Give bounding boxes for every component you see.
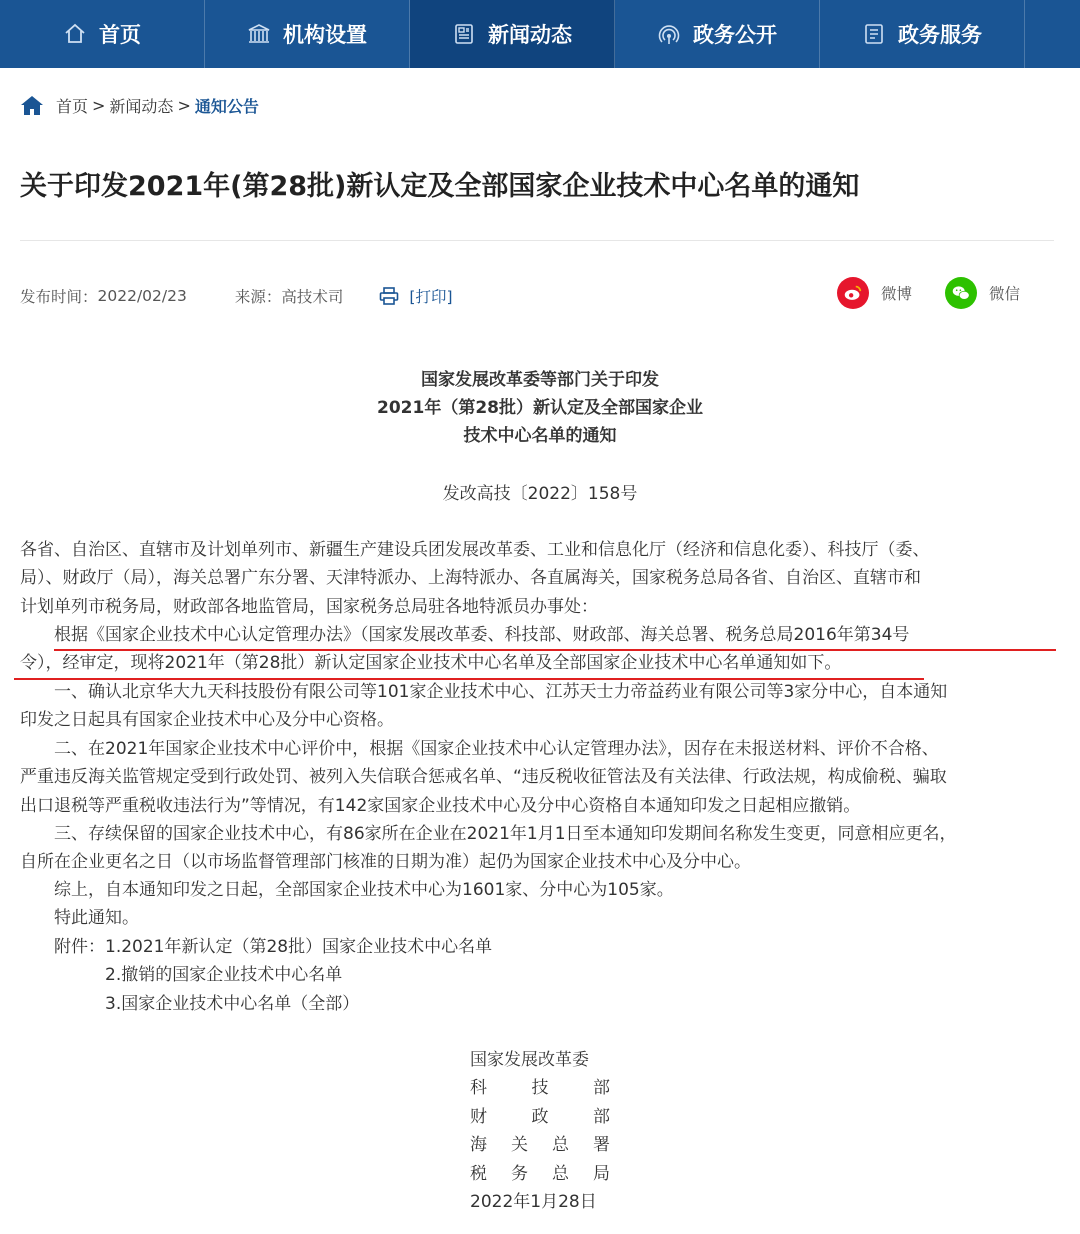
signature-org [470, 1131, 610, 1159]
signature-org [470, 1160, 610, 1188]
breadcrumb-separator: > [92, 95, 106, 115]
signature-char: 政 [531, 1106, 549, 1127]
paragraph-summary-attachments [20, 876, 1056, 1018]
source-value: 高技术司 [281, 288, 344, 306]
printer-icon [379, 287, 399, 305]
signature-char: 局 [593, 1163, 610, 1184]
text-line: 局）、财政厅（局），海关总署广东分署、天津特派办、上海特派办、各直属海关，国家税务总局各省、自治区、直辖市和 [20, 568, 921, 589]
text-line: 严重违反海关监管规定受到行政处罚、被列入失信联合惩戒名单、“违反税收征管法及有关法律、行政法规，构成偷税、骗取 [20, 767, 947, 788]
nav-item-organization[interactable] [205, 0, 410, 68]
signature-char: 财 [470, 1106, 487, 1127]
signature-char: 部 [593, 1106, 610, 1127]
signature-org [470, 1103, 610, 1131]
news-icon [452, 22, 476, 46]
text-line: 三、存续保留的国家企业技术中心，有86家所在企业在2021年1月1日至本通知印发期间名称发生变更，同意相应更名， [20, 824, 957, 844]
signature-char: 关 [511, 1135, 528, 1156]
nav-item-label: 政务公开 [693, 23, 777, 47]
source-label: 来源： [234, 288, 282, 306]
signature-char: 科 [470, 1078, 487, 1099]
breadcrumb-news[interactable]: 新闻动态 [109, 96, 174, 116]
doc-title-line-2: 2021年（第28批）新认定及全部国家企业 [377, 398, 703, 418]
document-icon [862, 22, 886, 46]
signature-char: 务 [511, 1163, 528, 1184]
signature-block [470, 1046, 610, 1216]
wechat-icon [945, 277, 977, 309]
text-line: 根据《国家企业技术中心认定管理办法》（国家发展改革委、科技部、财政部、海关总署、税务总局2016年第34号 [20, 625, 910, 645]
signature-char: 技 [531, 1078, 549, 1099]
doc-title-line-3: 技术中心名单的通知 [463, 426, 617, 446]
paragraph-item-1 [20, 678, 1056, 735]
nav-item-label: 首页 [99, 23, 141, 47]
title-divider [20, 240, 1054, 241]
signature-char: 署 [593, 1135, 610, 1156]
doc-title-line-1: 国家发展改革委等部门关于印发 [421, 370, 659, 390]
nav-item-label: 政务服务 [898, 23, 982, 47]
signature-org [470, 1074, 610, 1102]
nav-item-home[interactable] [0, 0, 205, 68]
text-line: 特此通知。 [20, 908, 139, 929]
text-line: 二、在2021年国家企业技术中心评价中，根据《国家企业技术中心认定管理办法》，因存在未报送材料、评价不合格、 [20, 739, 939, 759]
share-weibo-button[interactable] [837, 276, 912, 310]
signature-char: 总 [552, 1135, 569, 1156]
text-line: 印发之日起具有国家企业技术中心及分中心资格。 [20, 710, 394, 731]
signature-char: 总 [552, 1163, 569, 1184]
addressee-paragraph [20, 536, 1056, 621]
breadcrumb [20, 92, 259, 118]
page-title: 关于印发2021年(第28批)新认定及全部国家企业技术中心名单的通知 [20, 171, 860, 202]
share-weixin-label: 微信 [989, 285, 1021, 303]
attachment-link[interactable]: 3.国家企业技术中心名单（全部） [20, 993, 360, 1014]
top-nav [0, 0, 1080, 68]
signature-char: 税 [470, 1163, 487, 1184]
nav-spacer [1025, 0, 1080, 68]
share-weixin-button[interactable] [945, 276, 1020, 310]
signature-org-name: 国家发展改革委 [470, 1050, 589, 1070]
article-meta [20, 284, 453, 308]
highlight-underline [54, 649, 1056, 651]
breadcrumb-current[interactable]: 通知公告 [194, 96, 259, 116]
text-line: 各省、自治区、直辖市及计划单列市、新疆生产建设兵团发展改革委、工业和信息化厅（经济和信息化委）、科技厅（委、 [20, 540, 930, 560]
text-line: 计划单列市税务局，财政部各地监管局，国家税务总局驻各地特派员办事处： [20, 596, 598, 617]
publish-date: 2022/02/23 [97, 287, 187, 305]
home-icon[interactable] [20, 94, 44, 116]
share-weibo-label: 微博 [881, 285, 913, 303]
broadcast-icon [657, 22, 681, 46]
paragraph-item-2 [20, 735, 1056, 820]
text-line: 综上，自本通知印发之日起，全部国家企业技术中心为1601家、分中心为105家。 [20, 880, 674, 900]
signature-org [470, 1046, 610, 1074]
breadcrumb-home[interactable]: 首页 [56, 96, 89, 116]
signature-date-row [470, 1188, 610, 1216]
print-label: [打印] [409, 288, 453, 306]
attachment-link[interactable]: 附件：1.2021年新认定（第28批）国家企业技术中心名单 [20, 936, 493, 957]
publish-label: 发布时间： [20, 288, 98, 306]
nav-item-news[interactable] [410, 0, 615, 68]
weibo-icon [837, 277, 869, 309]
signature-char: 部 [593, 1078, 610, 1099]
document-number: 发改高技〔2022〕158号 [442, 484, 638, 504]
nav-item-label: 新闻动态 [488, 23, 572, 47]
building-icon [247, 22, 271, 46]
nav-item-services[interactable] [820, 0, 1025, 68]
text-line: 出口退税等严重税收违法行为”等情况，有142家国家企业技术中心及分中心资格自本通知印发之日起相应撤销。 [20, 795, 861, 816]
nav-item-government-affairs[interactable] [615, 0, 820, 68]
nav-item-label: 机构设置 [283, 23, 367, 47]
home-icon [63, 22, 87, 46]
attachment-link[interactable]: 2.撤销的国家企业技术中心名单 [20, 965, 343, 986]
signature-char: 海 [470, 1135, 487, 1156]
text-line: 令），经审定，现将2021年（第28批）新认定国家企业技术中心名单及全部国家企业技术中心名单通知如下。 [20, 653, 842, 674]
text-line: 自所在企业更名之日（以市场监督管理部门核准的日期为准）起仍为国家企业技术中心及分中心。 [20, 852, 751, 873]
text-line: 一、确认北京华大九天科技股份有限公司等101家企业技术中心、江苏天士力帝益药业有限公司等3家分中心，自本通知 [20, 682, 948, 702]
breadcrumb-separator: > [177, 95, 191, 115]
print-button[interactable] [379, 285, 452, 307]
signature-date: 2022年1月28日 [470, 1191, 597, 1212]
paragraph-item-3 [20, 820, 1056, 877]
